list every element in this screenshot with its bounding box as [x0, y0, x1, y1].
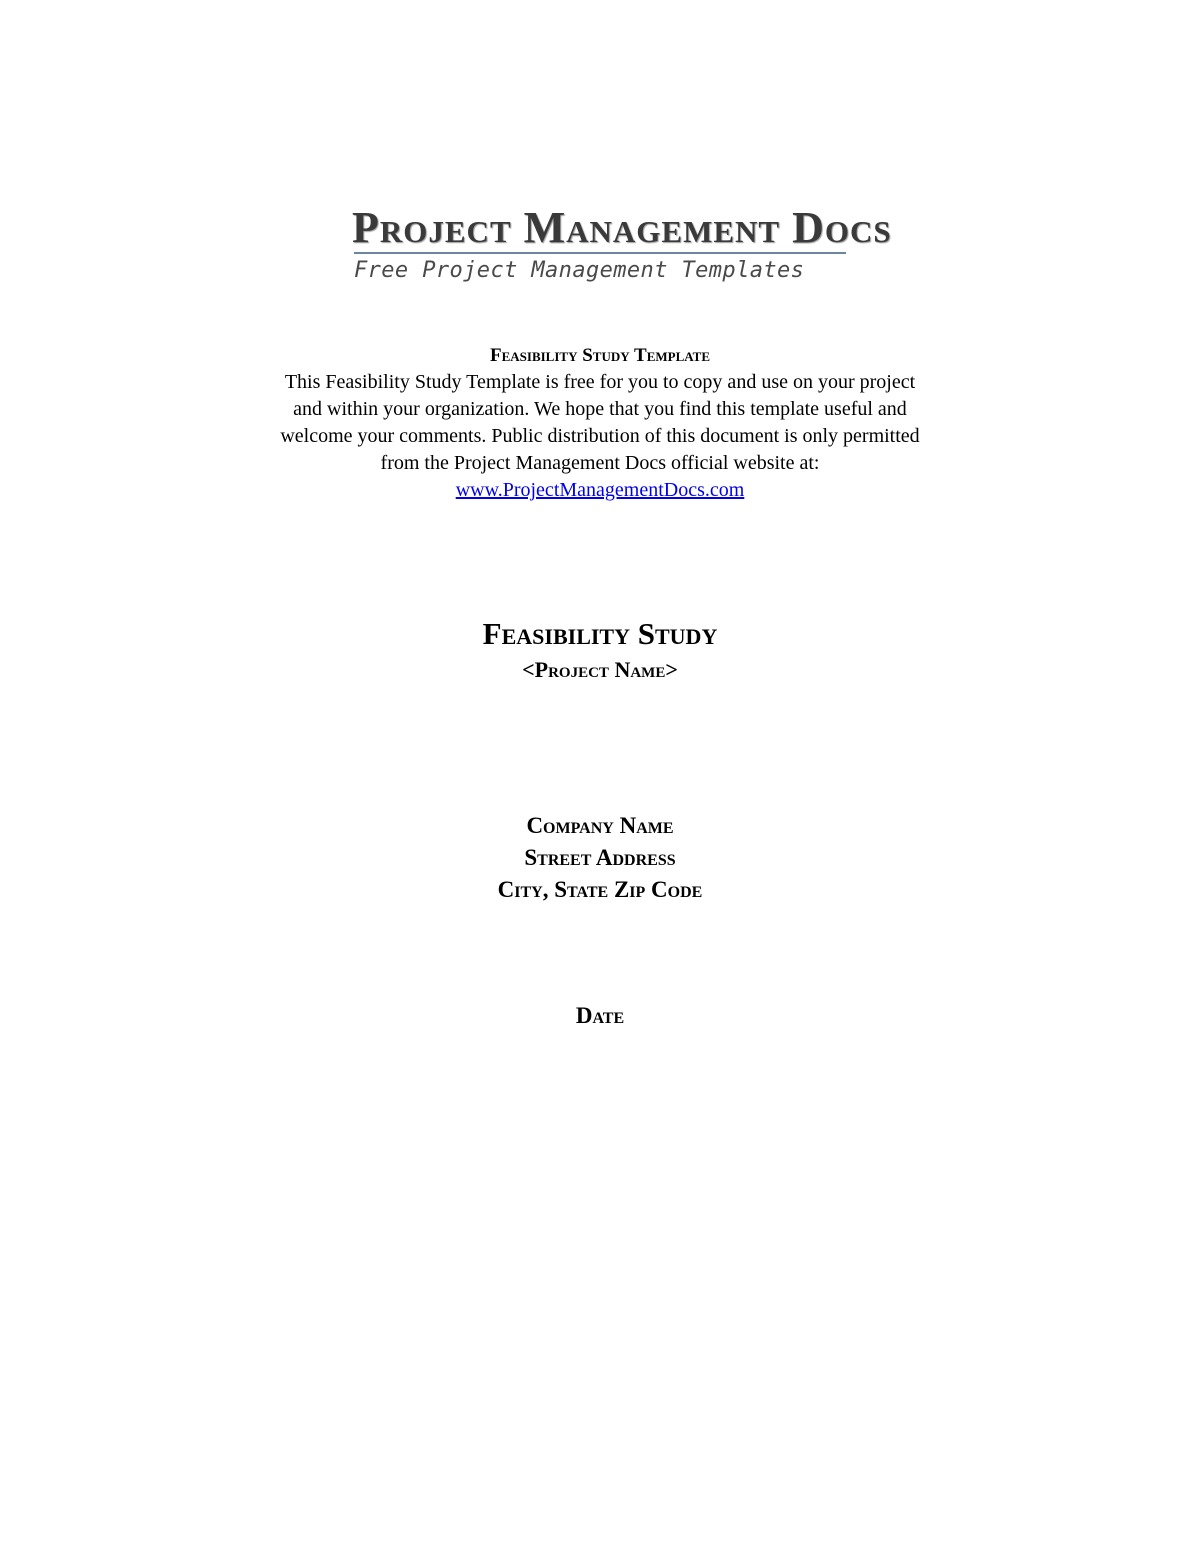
logo [352, 203, 892, 288]
logo-title: Project Management Docs [352, 203, 892, 252]
notice-heading: Feasibility Study Template [489, 345, 711, 366]
document-title: Feasibility Study [482, 616, 718, 651]
document-date: Date [575, 1003, 625, 1028]
logo-divider [354, 252, 846, 254]
logo-tagline: Free Project Management Templates [354, 258, 805, 283]
company-block [300, 810, 900, 906]
street-address: Street Address [524, 845, 676, 870]
notice-body: This Feasibility Study Template is free for you to copy and use on your project and within your organization. We hope that you find this template useful and welcome your comments. Public distribution of this document is only permitted from the Project Management Docs official website at: [280, 371, 920, 474]
project-name: <Project Name> [522, 657, 678, 682]
template-notice [250, 342, 950, 504]
city-state-zip: City, State Zip Code [497, 877, 703, 902]
company-name: Company Name [526, 813, 674, 838]
website-link[interactable]: www.ProjectManagementDocs.com [455, 479, 745, 501]
